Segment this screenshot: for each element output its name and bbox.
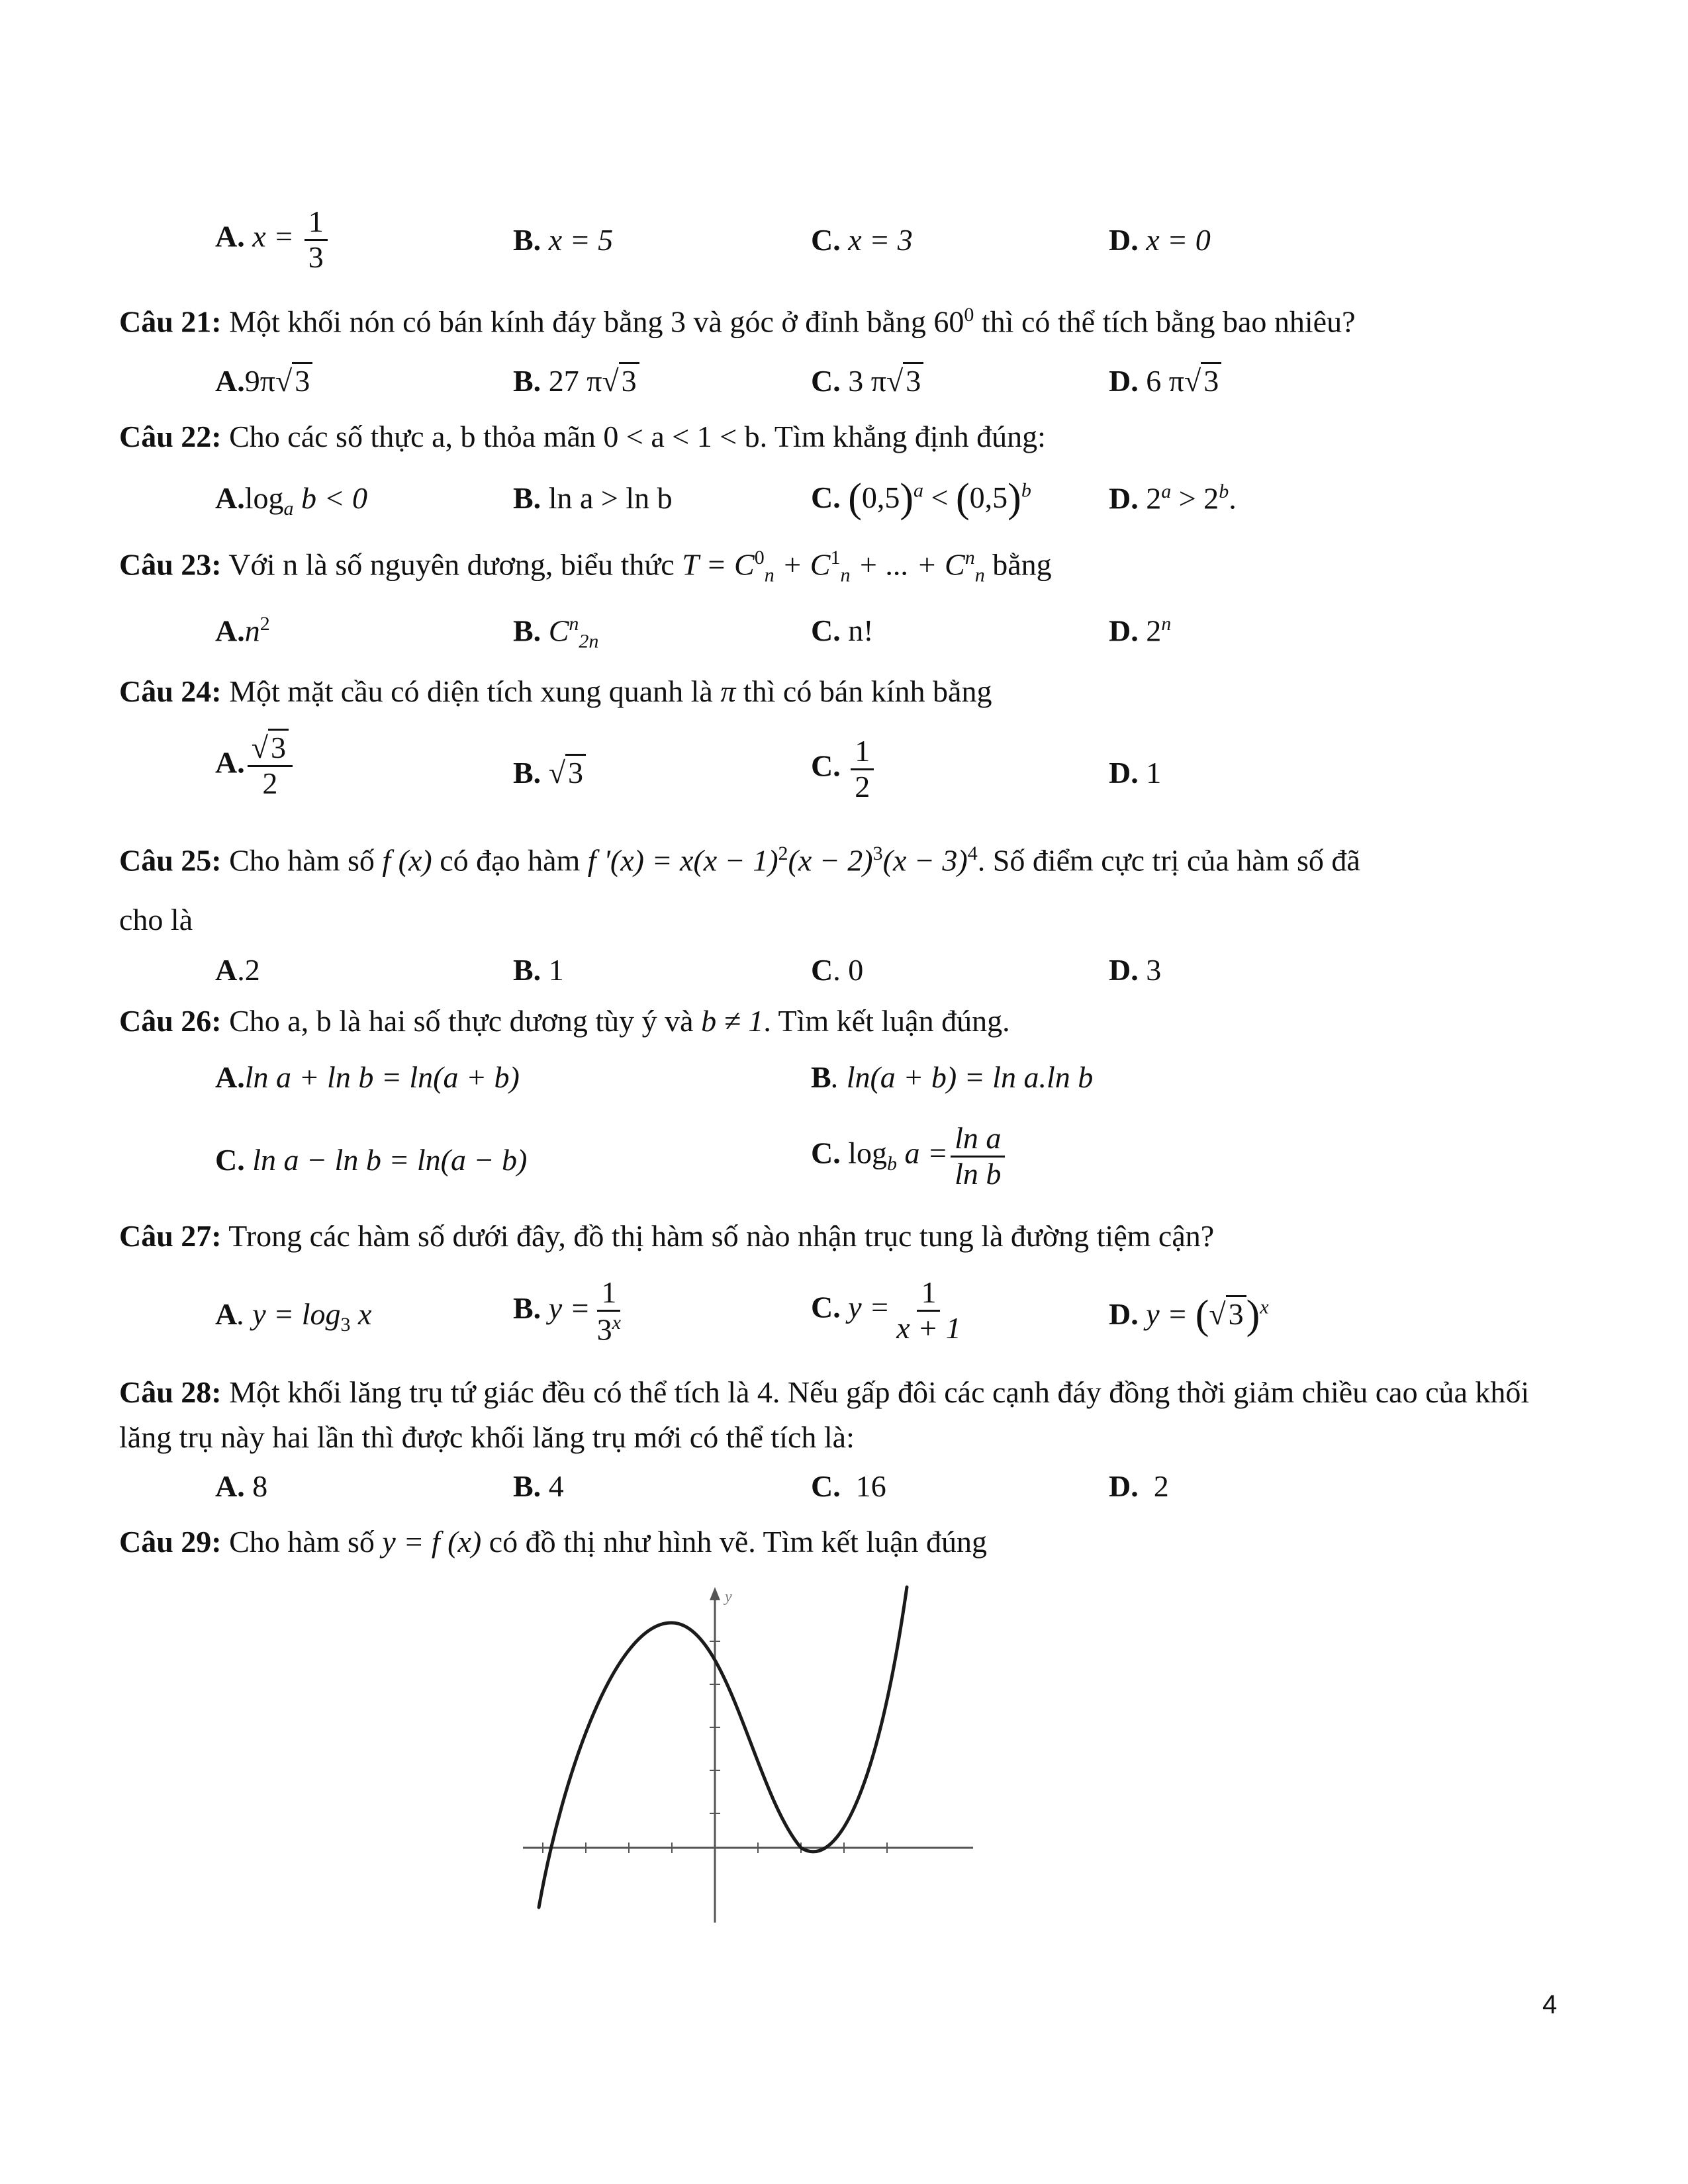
q20-answer-b	[513, 222, 613, 258]
q22-answer-a	[215, 480, 367, 521]
q27-label-c: C.	[811, 1290, 841, 1324]
q28-text: Một khối lăng trụ tứ giác đều có thể tích là 4. Nếu gấp đôi các cạnh đáy đồng thời giảm chiều cao của khối lăng trụ này hai lần thì được khối lăng trụ mới có thể tích là:	[119, 1375, 1530, 1454]
q21-question	[119, 303, 1575, 340]
q23-expr: T = C	[682, 547, 755, 582]
q24-answer-a	[215, 731, 295, 800]
q25-c-text: . 0	[833, 953, 864, 987]
graph-x-axis	[523, 1843, 973, 1853]
q20-a-eq: x =	[252, 219, 295, 253]
q20-label-b: B.	[513, 223, 541, 257]
q22-d-exp-a: a	[1161, 480, 1172, 502]
q23-sn2: n	[974, 564, 985, 586]
q25-answer-a	[215, 952, 260, 988]
q23-label-d: D.	[1109, 614, 1139, 648]
q29-text-b: có đồ thị như hình vẽ. Tìm kết luận đúng	[489, 1525, 988, 1559]
q27-b-den-base: 3	[596, 1312, 612, 1346]
q28-b-text: 4	[548, 1469, 564, 1503]
q25-b-text: 1	[548, 953, 564, 987]
q23-answer-a	[215, 612, 270, 649]
q28-a-text: 8	[252, 1469, 268, 1503]
q26-label-d: C.	[811, 1136, 841, 1170]
q23-label: Câu 23:	[119, 547, 222, 582]
q22-c-base: 0,5	[861, 480, 900, 514]
q21-c-coef: 3 π	[848, 364, 886, 398]
q23-sn0: n	[764, 564, 774, 586]
q23-label-a: A.	[215, 614, 245, 648]
q22-d-exp-b: b	[1219, 480, 1229, 502]
q25-text-a: Cho hàm số	[229, 843, 375, 878]
q22-label-b: B.	[513, 481, 541, 515]
q26-a-text: ln a + ln b = ln(a + b)	[244, 1060, 520, 1094]
q27-b-den-exp: x	[612, 1311, 621, 1334]
q23-sN: n	[964, 547, 975, 569]
q28-label-d: D.	[1109, 1469, 1139, 1503]
q27-d-rad: 3	[1226, 1295, 1246, 1331]
q28-d-text: 2	[1153, 1469, 1169, 1503]
q27-d-sqrt: √3	[1209, 1296, 1246, 1332]
q21-label-b: B.	[513, 364, 541, 398]
q28-answer-b	[513, 1468, 564, 1504]
q20-answer-a	[215, 205, 330, 274]
q27-b-fraction	[593, 1276, 625, 1347]
q27-text: Trong các hàm số dưới đây, đồ thị hàm số nào nhận trục tung là đường tiệm cận?	[228, 1219, 1215, 1253]
q23-a-base: n	[244, 614, 260, 648]
q20-c-text: x = 3	[848, 223, 913, 257]
q27-c-fraction	[892, 1276, 964, 1345]
q27-a-text: . y = log	[237, 1297, 341, 1331]
q23-a-exp: 2	[259, 613, 270, 635]
q23-d-base: 2	[1146, 614, 1162, 648]
q23-answer-b	[513, 612, 598, 654]
graph-y-axis	[710, 1587, 732, 1923]
q20-a-fraction	[305, 205, 328, 274]
page-number: 4	[1542, 1990, 1558, 2019]
q27-c-den: x + 1	[896, 1310, 961, 1345]
q28-label: Câu 28:	[119, 1375, 222, 1409]
q24-label-d: D.	[1109, 756, 1139, 790]
q23-b-sub: 2n	[579, 630, 599, 653]
q23-plus1: + C	[782, 547, 831, 582]
q27-question	[119, 1218, 1575, 1254]
q25-label: Câu 25:	[119, 843, 222, 878]
q20-a-num: 1	[305, 205, 328, 241]
q29-question	[119, 1524, 1575, 1560]
q22-label: Câu 22:	[119, 420, 222, 453]
q21-d-rad: 3	[1201, 362, 1221, 398]
q22-a-log: log	[244, 481, 284, 515]
q21-answer-c	[811, 363, 923, 399]
q26-d-num: ln a	[951, 1122, 1005, 1158]
function-graph	[510, 1575, 986, 1926]
q22-c-lt: <	[931, 480, 949, 514]
q26-d-log: log	[848, 1136, 888, 1170]
q28-question	[119, 1370, 1575, 1460]
q26-d-fraction	[951, 1122, 1005, 1191]
q25-label-a: A	[215, 953, 238, 987]
q25-p2: (x − 2)	[788, 843, 873, 878]
q25-e4: 4	[967, 842, 978, 864]
q28-answer-d	[1109, 1468, 1169, 1504]
q28-answer-a	[215, 1468, 267, 1504]
q27-b-num: 1	[597, 1276, 620, 1312]
q24-answer-c	[811, 735, 876, 803]
q25-e2: 2	[778, 842, 788, 864]
q24-a-num: √3	[248, 731, 293, 767]
q21-d-coef: 6 π	[1146, 364, 1184, 398]
q27-answer-d: D. $y = (√3)^x$	[1109, 1293, 1269, 1338]
q22-answer-b	[513, 480, 673, 516]
q22-c-exp-a: a	[914, 479, 924, 502]
q29-text-a: Cho hàm số	[229, 1525, 375, 1559]
q25-question	[119, 842, 1575, 879]
q21-c-sqrt: √3	[886, 363, 923, 399]
q22-answer-c: C. $(0,5)^a < (0,5)^b$	[811, 476, 1031, 521]
q21-d-sqrt: √3	[1184, 363, 1221, 399]
q25-label-c: C	[811, 953, 833, 987]
q21-deg: 60	[933, 304, 964, 339]
q28-label-a: A.	[215, 1469, 245, 1503]
q26-cond: b ≠ 1	[701, 1004, 764, 1038]
q25-label-b: B.	[513, 953, 541, 987]
q21-answer-d	[1109, 363, 1221, 399]
q27-c-y: y =	[848, 1290, 890, 1324]
q24-b-rad: 3	[565, 754, 586, 790]
q25-answer-b	[513, 952, 564, 988]
q22-answer-d	[1109, 480, 1237, 517]
q20-answer-d	[1109, 222, 1211, 258]
q20-a-den: 3	[308, 240, 324, 274]
q21-a-coef: 9π	[244, 364, 275, 398]
q28-answer-c	[811, 1468, 886, 1504]
q29-label: Câu 29:	[119, 1525, 222, 1559]
q22-label-a: A.	[215, 481, 245, 515]
q21-deg-sup: 0	[964, 304, 974, 326]
q26-d-a: a =	[904, 1136, 949, 1170]
q21-b-rad: 3	[619, 362, 639, 398]
q26-d-den: ln b	[955, 1156, 1002, 1191]
q26-answer-b	[811, 1059, 1093, 1095]
q24-c-den: 2	[855, 769, 870, 803]
q24-answer-b	[513, 754, 586, 791]
graph-curve	[539, 1587, 907, 1907]
q22-label-c: C.	[811, 480, 841, 514]
q21-a-rad: 3	[292, 362, 312, 398]
q24-label-b: B.	[513, 756, 541, 790]
q28-c-text: 16	[855, 1469, 886, 1503]
q23-text-a: Với n là số nguyên dương, biểu thức	[228, 547, 675, 582]
q22-text: Cho các số thực a, b thỏa mãn 0 < a < 1 < b. Tìm khẳng định đúng:	[229, 420, 1046, 453]
q25-label-d: D.	[1109, 953, 1139, 987]
q20-label-c: C.	[811, 223, 841, 257]
q22-b-text: ln a > ln b	[548, 481, 673, 515]
q26-answer-d	[811, 1122, 1008, 1191]
q22-c-exp-b: b	[1021, 479, 1031, 502]
q23-answer-c	[811, 612, 874, 649]
q24-pi: π	[720, 674, 736, 708]
q24-a-rad: 3	[268, 729, 289, 764]
q23-label-b: B.	[513, 614, 541, 648]
q22-a-rest: b < 0	[301, 481, 368, 515]
q21-label-c: C.	[811, 364, 841, 398]
q28-label-b: B.	[513, 1469, 541, 1503]
q22-a-sub: a	[283, 498, 294, 520]
q21-b-sqrt: √3	[602, 363, 639, 399]
q24-label-a: A.	[215, 745, 245, 780]
q24-c-num: 1	[851, 735, 874, 770]
q21-a-sqrt: √3	[275, 363, 312, 399]
q22-d-base: 2	[1146, 481, 1162, 516]
q25-p3: (x − 3)	[882, 843, 968, 878]
q23-sn1: n	[840, 564, 851, 586]
graph-y-label: y	[725, 1588, 732, 1606]
q27-a-x: x	[357, 1297, 372, 1331]
q27-b-y: y =	[548, 1291, 590, 1325]
q24-text-a: Một mặt cầu có diện tích xung quanh là	[229, 674, 713, 708]
q24-c-fraction	[851, 735, 874, 803]
q26-label-b: B	[811, 1060, 831, 1094]
q24-b-sqrt: √3	[549, 754, 586, 791]
q21-label-d: D.	[1109, 364, 1139, 398]
q26-answer-a	[215, 1059, 520, 1095]
q27-d-y: y =	[1146, 1297, 1188, 1331]
q23-d-exp: n	[1161, 613, 1172, 635]
q21-b-coef: 27 π	[548, 364, 602, 398]
q29-fx: y = f (x)	[382, 1525, 482, 1559]
q23-b-sup: n	[569, 613, 579, 635]
q23-plus2: + ... + C	[857, 547, 965, 582]
q20-label-d: D.	[1109, 223, 1139, 257]
q20-answer-c	[811, 222, 913, 258]
q25-d-text: 3	[1146, 953, 1162, 987]
q23-c-text: n!	[848, 614, 874, 647]
q25-text-b: có đạo hàm	[440, 843, 581, 878]
q23-text-b: bằng	[992, 547, 1052, 582]
q22-label-d: D.	[1109, 481, 1139, 516]
q20-d-text: x = 0	[1146, 223, 1211, 257]
q21-text-a: Một khối nón có bán kính đáy bằng 3 và góc ở đỉnh bằng	[229, 304, 926, 339]
q26-answer-c	[215, 1142, 527, 1178]
q23-answer-d	[1109, 612, 1171, 649]
q22-c-base-2: 0,5	[969, 480, 1008, 514]
q26-d-sub: b	[887, 1152, 898, 1175]
q28-label-c: C.	[811, 1469, 841, 1503]
q27-answer-c	[811, 1276, 968, 1345]
q27-d-exp: x	[1260, 1296, 1269, 1318]
q21-label: Câu 21:	[119, 304, 222, 339]
q25-text-d: cho là	[119, 903, 193, 936]
q23-s0: 0	[754, 547, 765, 569]
q24-label: Câu 24:	[119, 674, 222, 708]
q27-label-d: D.	[1109, 1297, 1139, 1331]
q23-b-base: C	[548, 614, 569, 648]
q26-text-b: . Tìm kết luận đúng.	[763, 1004, 1010, 1038]
q21-label-a: A.	[215, 364, 245, 398]
q24-d-text: 1	[1146, 756, 1162, 790]
q27-label-b: B.	[513, 1291, 541, 1325]
q26-label-a: A.	[215, 1060, 245, 1094]
q25-text-line2	[119, 901, 193, 938]
q25-e3: 3	[872, 842, 883, 864]
q24-question	[119, 673, 1575, 709]
q22-d-gt: > 2	[1178, 481, 1219, 516]
q25-a-text: .2	[237, 953, 260, 987]
q27-c-num: 1	[917, 1276, 940, 1312]
q23-s1: 1	[830, 547, 841, 569]
q26-text-a: Cho a, b là hai số thực dương tùy ý và	[229, 1004, 694, 1038]
q27-b-den	[593, 1312, 625, 1347]
q25-answer-d	[1109, 952, 1161, 988]
q25-fx: f (x)	[382, 843, 432, 878]
q24-answer-d	[1109, 754, 1161, 791]
q20-label-a: A.	[215, 219, 245, 253]
q21-answer-b	[513, 363, 639, 399]
q24-a-fraction	[248, 731, 293, 800]
q26-question	[119, 1003, 1575, 1039]
q20-b-text: x = 5	[548, 223, 614, 257]
q23-question	[119, 546, 1575, 588]
q27-label-a: A	[215, 1297, 238, 1331]
q26-c-text: ln a − ln b = ln(a − b)	[252, 1143, 528, 1177]
q21-answer-a	[215, 363, 312, 399]
q25-answer-c	[811, 952, 863, 988]
q21-text-b: thì có thể tích bằng bao nhiêu?	[981, 304, 1356, 339]
q27-answer-a	[215, 1296, 371, 1337]
q21-c-rad: 3	[903, 362, 923, 398]
q26-label-c: C.	[215, 1143, 245, 1177]
q27-answer-b	[513, 1276, 628, 1347]
q22-d-end: .	[1229, 481, 1237, 516]
q27-label: Câu 27:	[119, 1219, 222, 1253]
q25-text-c: . Số điểm cực trị của hàm số đã	[977, 843, 1360, 878]
q24-label-c: C.	[811, 749, 841, 783]
q26-label: Câu 26:	[119, 1004, 222, 1038]
q23-label-c: C.	[811, 614, 841, 647]
q27-a-sub: 3	[340, 1314, 351, 1336]
q24-a-den: 2	[262, 766, 278, 800]
q22-question	[119, 418, 1575, 455]
q25-deriv: f '(x) = x(x − 1)	[587, 843, 778, 878]
q24-text-b: thì có bán kính bằng	[743, 674, 992, 708]
q26-b-text: . ln(a + b) = ln a.ln b	[831, 1060, 1094, 1094]
